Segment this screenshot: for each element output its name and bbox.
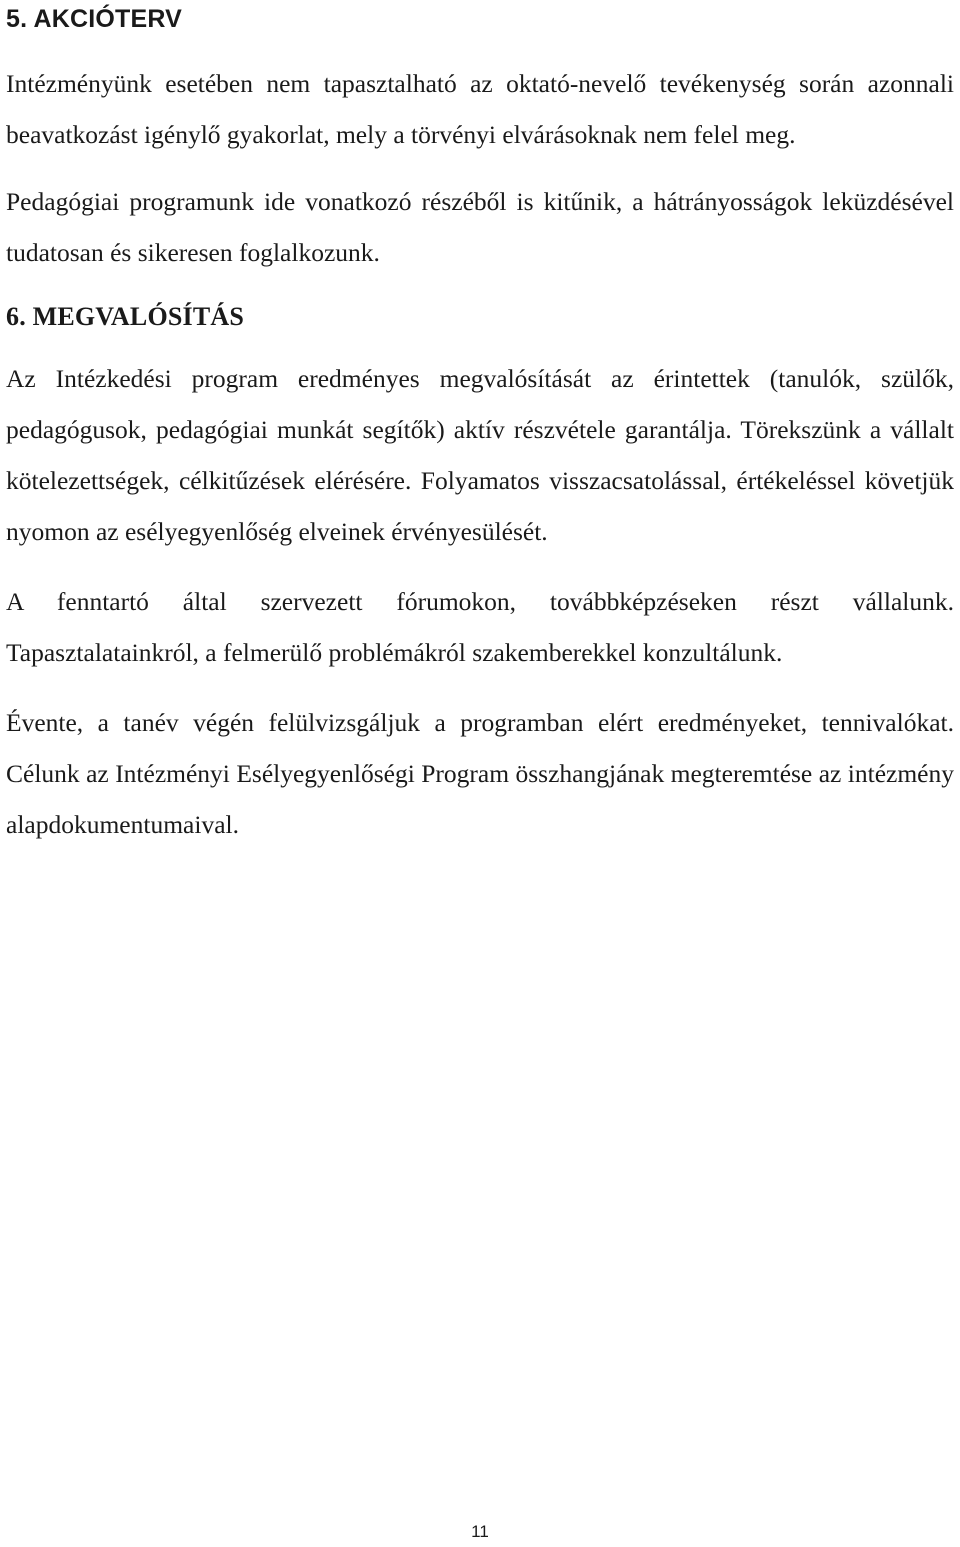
paragraph-forums: A fenntartó által szervezett fórumokon, továbbképzéseken részt vállalunk. Tapasztalatainkról, a felmerülő problémákról szakemberekkel konzultálunk.	[6, 587, 954, 667]
paragraph-annual-review: Évente, a tanév végén felülvizsgáljuk a programban elért eredményeket, tennivalókat. Célunk az Intézményi Esélyegyenlőségi Program összhangjának megteremtése az intézmény alapdokumentumaival.	[6, 708, 954, 839]
section-heading-action-plan: 5. AKCIÓTERV	[6, 5, 183, 33]
page-number: 11	[471, 1522, 489, 1541]
section-heading-implementation: 6. MEGVALÓSÍTÁS	[6, 302, 245, 331]
paragraph-pedagogical-program: Pedagógiai programunk ide vonatkozó részéből is kitűnik, a hátrányosságok leküzdésével tudatosan és sikeresen foglalkozunk.	[6, 187, 954, 267]
document-page	[6, 0, 954, 850]
paragraph-participation: Az Intézkedési program eredményes megvalósítását az érintettek (tanulók, szülők, pedagógusok, pedagógiai munkát segítők) aktív részvétele garantálja. Törekszünk a vállalt kötelezettségek, célkitűzések elérésére. Folyamatos visszacsatolással, értékeléssel követjük nyomon az esélyegyenlőség elveinek érvényesülését.	[6, 364, 954, 546]
paragraph-practice-assessment: Intézményünk esetében nem tapasztalható az oktató-nevelő tevékenység során azonnali beavatkozást igénylő gyakorlat, mely a törvényi elvárásoknak nem felel meg.	[6, 69, 954, 149]
